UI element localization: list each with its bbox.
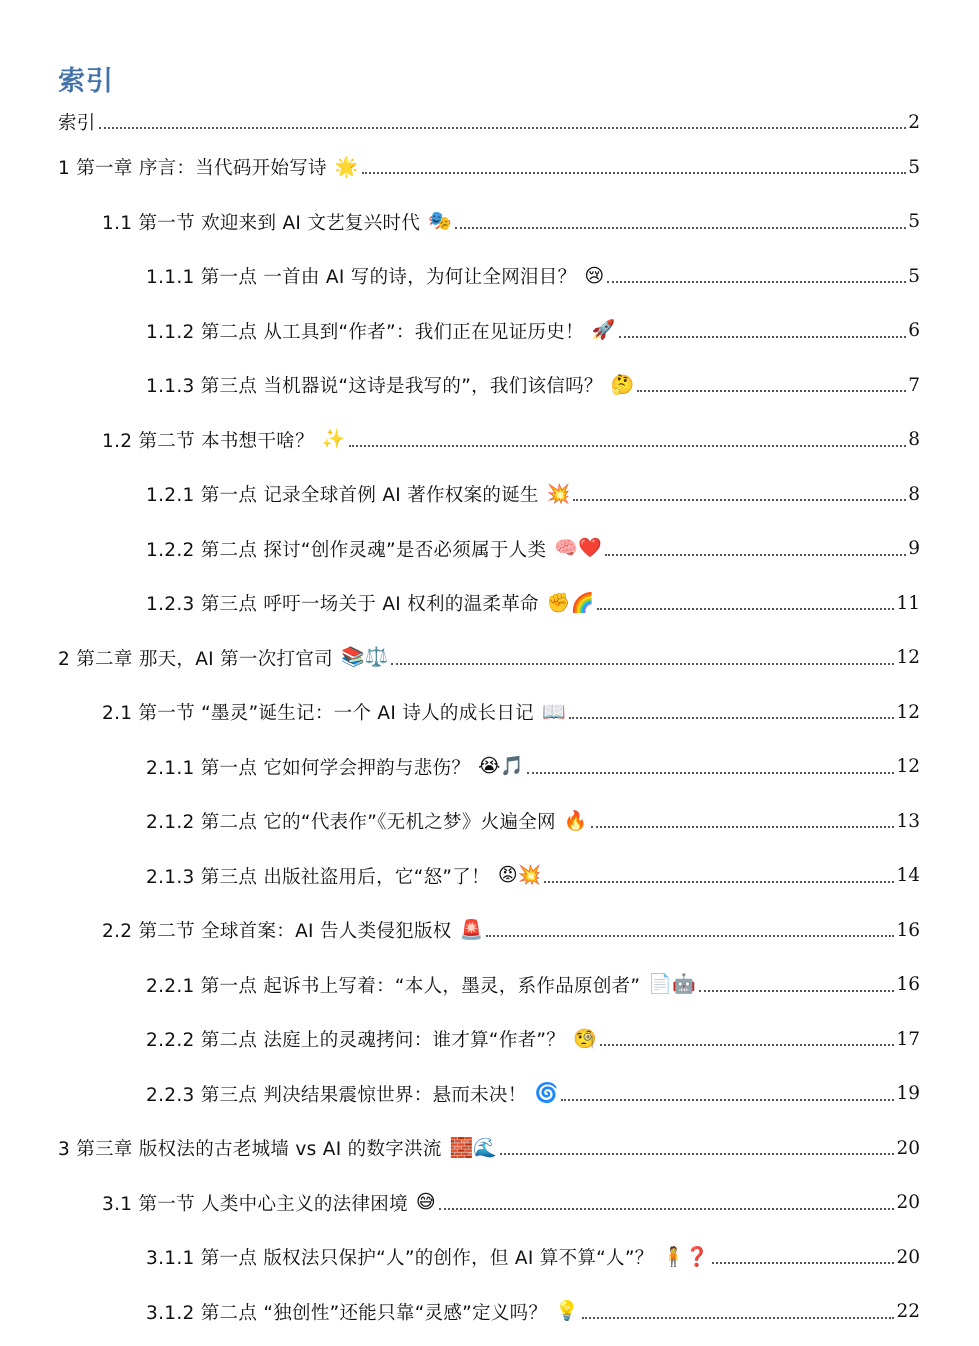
toc-entry-page-number: 5 [908,156,920,178]
toc-entry-emoji-icon: 🎭 [428,210,452,233]
toc-entry-page-number: 16 [896,919,920,941]
toc-entry-page-number: 7 [908,374,920,396]
toc-entry-emoji-icon: 😅 [415,1191,436,1214]
toc-entry-page-number: 13 [896,810,920,832]
toc-entry-title: 3.1 第一节 人类中心主义的法律困境 [102,1193,408,1215]
dot-leader [527,772,894,774]
dot-leader [619,336,907,338]
toc-entry-title: 2.1.3 第三点 出版社盗用后，它“怒”了！ [146,866,490,888]
toc-entry-emoji-icon: 📚⚖️ [340,646,389,669]
toc-entry[interactable] [0,1230,979,1285]
toc-entry-page-number: 22 [896,1301,920,1323]
toc-entry-page-number: 20 [896,1192,920,1214]
toc-entry[interactable] [0,195,979,250]
toc-entry-title: 2.1.2 第二点 它的“代表作”《无机之梦》火遍全网 [146,812,556,834]
toc-entry-title: 1.1.1 第一点 一首由 AI 写的诗，为何让全网泪目？ [146,267,577,289]
dot-leader [439,1208,895,1210]
table-of-contents [0,104,979,1339]
toc-entry-title: 3 第三章 版权法的古老城墙 vs AI 的数字洪流 [58,1139,442,1161]
dot-leader [486,935,894,937]
toc-entry[interactable] [0,685,979,740]
toc-entry-page-number: 11 [896,592,920,614]
dot-leader [544,881,894,883]
toc-entry[interactable] [0,304,979,359]
toc-entry-emoji-icon: 💡 [555,1300,579,1323]
toc-entry-emoji-icon: 📖 [541,700,566,723]
toc-entry-emoji-icon: 😢 [584,264,605,287]
toc-entry-page-number: 5 [908,265,920,287]
toc-entry-page-number: 6 [908,320,920,342]
dot-leader [455,227,906,229]
toc-entry[interactable] [0,958,979,1013]
dot-leader [500,1153,894,1155]
toc-entry[interactable] [0,413,979,468]
dot-leader [637,390,906,392]
toc-entry-title: 1.1.3 第三点 当机器说“这诗是我写的”，我们该信吗？ [146,376,603,398]
toc-entry-page-number: 20 [896,1246,920,1268]
toc-entry-page-number: 12 [896,647,920,669]
dot-leader [582,1317,895,1319]
toc-entry-emoji-icon: 😭🎵 [478,755,524,778]
toc-entry[interactable] [0,467,979,522]
toc-entry-title: 1.1 第一节 欢迎来到 AI 文艺复兴时代 [102,212,421,234]
dot-leader [597,608,894,610]
toc-entry-emoji-icon: 🧱🌊 [449,1136,498,1159]
toc-entry[interactable] [0,740,979,795]
toc-entry[interactable] [0,903,979,958]
toc-entry-emoji-icon: ✨ [321,428,346,451]
dot-leader [591,826,895,828]
dot-leader [349,445,907,447]
dot-leader [573,499,906,501]
toc-entry-page-number: 8 [908,429,920,451]
toc-entry-emoji-icon: 🤔 [610,373,635,396]
toc-entry-page-number: 17 [896,1028,920,1050]
toc-entry[interactable] [0,1067,979,1122]
toc-entry-title: 2.2.2 第二点 法庭上的灵魂拷问：谁才算“作者”？ [146,1030,566,1052]
toc-entry-title: 2.1.1 第一点 它如何学会押韵与悲伤？ [146,757,471,779]
toc-entry[interactable] [0,140,979,195]
dot-leader [605,554,907,556]
dot-leader [99,127,907,129]
toc-entry-title: 1.2.3 第三点 呼吁一场关于 AI 权利的温柔革命 [146,594,539,616]
toc-entry-title: 3.1.1 第一点 版权法只保护“人”的创作，但 AI 算不算“人”？ [146,1248,654,1270]
toc-entry[interactable] [0,1121,979,1176]
toc-entry-title: 2.1 第一节 “墨灵”诞生记：一个 AI 诗人的成长日记 [102,703,534,725]
dot-leader [362,172,907,174]
dot-leader [607,281,906,283]
toc-entry-page-number: 5 [908,211,920,233]
toc-entry[interactable] [0,1012,979,1067]
toc-entry-emoji-icon: 💥 [546,482,571,505]
toc-entry-title: 1.2.2 第二点 探讨“创作灵魂”是否必须属于人类 [146,539,547,561]
toc-entry-emoji-icon: 🚀 [591,319,616,342]
page-title: 索引 [58,66,114,97]
toc-entry-title: 2 第二章 那天，AI 第一次打官司 [58,648,333,670]
dot-leader [561,1099,894,1101]
toc-entry-page-number: 16 [896,974,920,996]
toc-entry-title: 1 第一章 序言：当代码开始写诗 [58,158,327,180]
toc-entry[interactable] [0,104,979,140]
toc-entry-emoji-icon: 🔥 [563,809,588,832]
toc-entry-emoji-icon: 🧠❤️ [554,537,602,560]
toc-entry[interactable] [0,631,979,686]
toc-entry[interactable] [0,576,979,631]
toc-entry[interactable] [0,849,979,904]
toc-entry-emoji-icon: 🌀 [534,1082,559,1105]
toc-entry-title: 2.2 第二节 全球首案：AI 告人类侵犯版权 [102,921,452,943]
toc-entry-title: 1.2.1 第一点 记录全球首例 AI 著作权案的诞生 [146,485,539,507]
dot-leader [569,717,895,719]
toc-entry-title: 2.2.3 第三点 判决结果震惊世界：悬而未决！ [146,1084,527,1106]
toc-entry-title: 3.1.2 第二点 “独创性”还能只靠“灵感”定义吗？ [146,1302,548,1324]
toc-entry-emoji-icon: 🧍❓ [661,1245,709,1268]
toc-entry-emoji-icon: 📄🤖 [648,973,696,996]
dot-leader [391,663,894,665]
toc-entry-title: 1.2 第二节 本书想干啥？ [102,430,314,452]
toc-entry-title: 索引 [58,113,96,134]
toc-entry-emoji-icon: 🧐 [573,1027,597,1050]
toc-entry[interactable] [0,794,979,849]
toc-entry-title: 2.2.1 第一点 起诉书上写着：“本人，墨灵，系作品原创者” [146,975,641,997]
toc-entry[interactable] [0,249,979,304]
dot-leader [699,990,895,992]
toc-entry-page-number: 12 [896,756,920,778]
toc-entry[interactable] [0,1285,979,1340]
toc-entry[interactable] [0,522,979,577]
toc-entry-page-number: 2 [908,111,920,133]
dot-leader [712,1262,895,1264]
toc-entry[interactable] [0,1176,979,1231]
dot-leader [600,1044,895,1046]
toc-entry-page-number: 8 [908,483,920,505]
toc-entry-page-number: 9 [908,538,920,560]
toc-entry-page-number: 12 [896,701,920,723]
toc-entry-emoji-icon: ✊🌈 [546,591,595,614]
toc-entry-page-number: 19 [896,1083,920,1105]
toc-entry-emoji-icon: 🚨 [459,918,484,941]
toc-entry-page-number: 14 [896,865,920,887]
toc-entry[interactable] [0,358,979,413]
toc-entry-page-number: 20 [896,1137,920,1159]
toc-entry-emoji-icon: 😡💥 [497,864,542,887]
toc-entry-title: 1.1.2 第二点 从工具到“作者”：我们正在见证历史！ [146,321,584,343]
toc-entry-emoji-icon: 🌟 [334,155,359,178]
